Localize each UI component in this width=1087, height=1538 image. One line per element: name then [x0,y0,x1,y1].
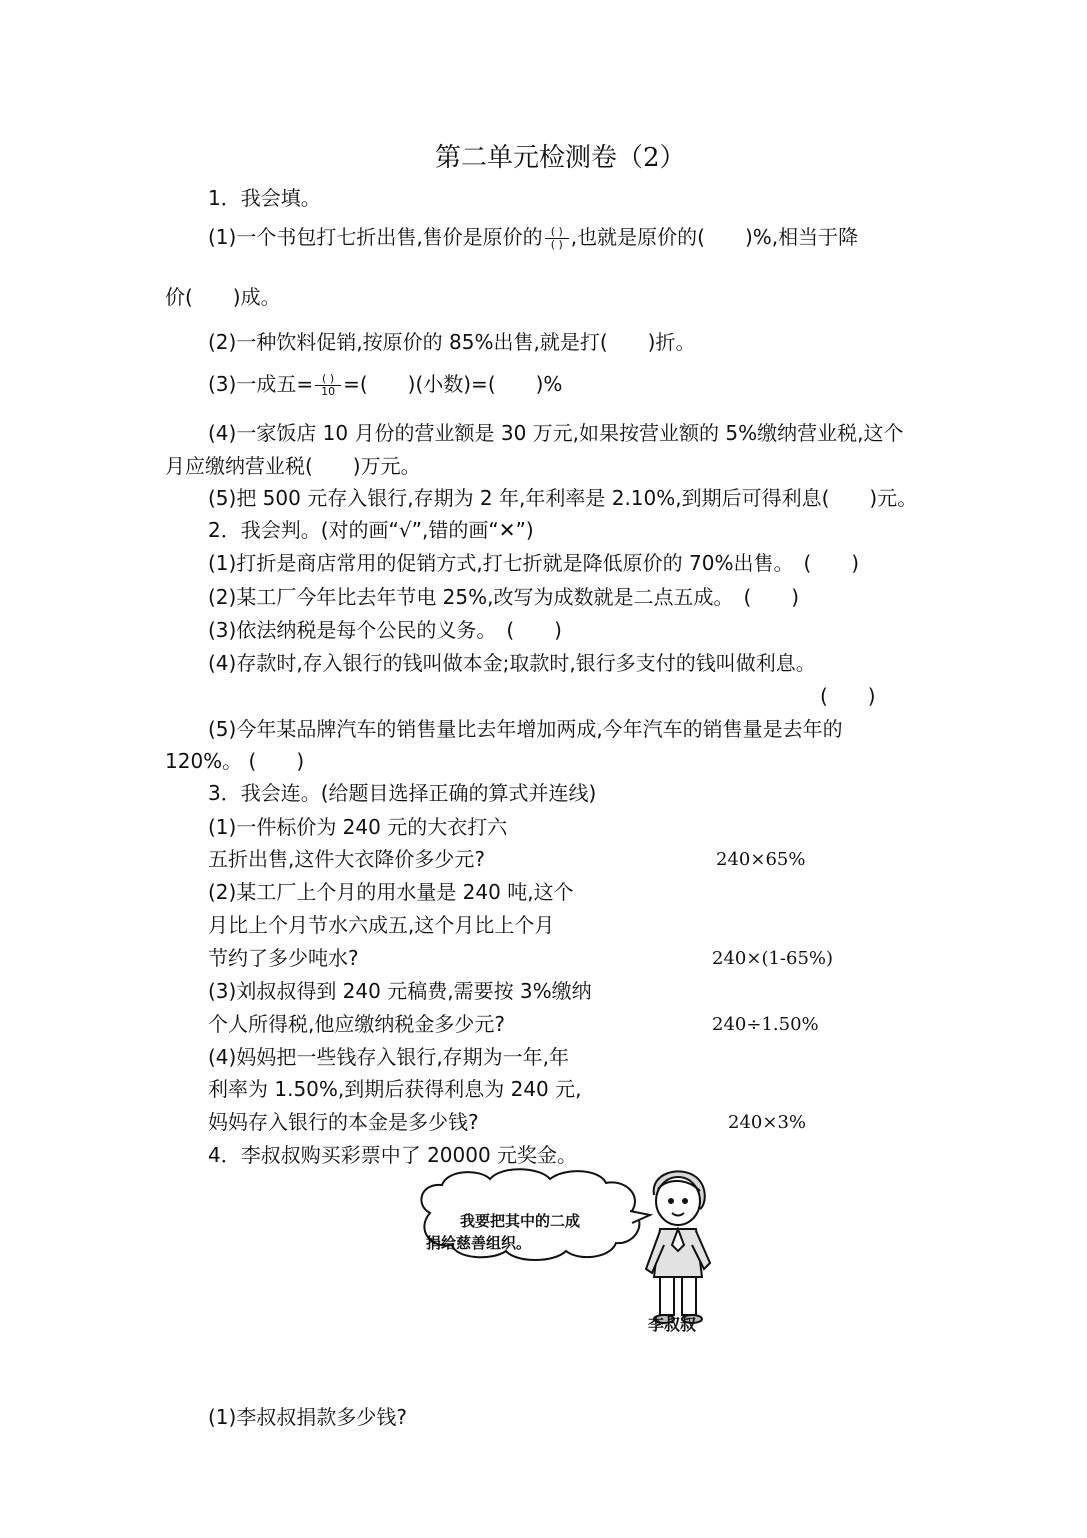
q4-heading: 4．李叔叔购买彩票中了 20000 元奖金。 [208,1143,578,1167]
q1-item-5: (5)把 500 元存入银行,存期为 2 年,年利率是 2.10%,到期后可得利息( )元。 [208,486,918,510]
q3-expression-1: 240×65% [716,849,806,870]
q3-problem-1-line-1: (1)一件标价为 240 元的大衣打六 [208,815,508,839]
q4-item-1: (1)李叔叔捐款多少钱? [208,1405,407,1429]
q1-item-1-fraction [545,226,569,251]
q2-item-2: (2)某工厂今年比去年节电 25%,改写为成数就是二点五成。 ( ) [208,585,800,609]
q3-expression-2: 240×(1-65%) [712,948,834,969]
q1-item-1 [208,225,858,251]
q1-item-1-text-a: (1)一个书包打七折出售,售价是原价的 [208,225,543,249]
q1-item-4-cont: 月应缴纳营业税( )万元。 [165,454,421,478]
q3-problem-2-line-1: (2)某工厂上个月的用水量是 240 吨,这个 [208,880,574,904]
boy-figure [646,1171,710,1323]
fraction-numerator: ( ) [545,226,569,239]
q3-problem-4-line-2: 利率为 1.50%,到期后获得利息为 240 元, [208,1077,582,1101]
q2-item-1: (1)打折是商店常用的促销方式,打七折就是降低原价的 70%出售。 ( ) [208,551,860,575]
page-title: 第二单元检测卷（2） [435,143,686,173]
q1-item-1-cont: 价( )成。 [165,285,281,309]
q3-problem-1-line-2: 五折出售,这件大衣降价多少元? [208,847,485,871]
q2-item-3: (3)依法纳税是每个公民的义务。 ( ) [208,618,562,642]
speech-bubble-line-1: 我要把其中的二成 [460,1212,581,1230]
q1-heading: 1．我会填。 [208,186,321,210]
q2-heading: 2．我会判。(对的画“√”,错的画“✕”) [208,518,534,542]
q1-item-3 [208,372,562,398]
speech-bubble-line-2: 捐给慈善组织。 [426,1234,532,1252]
q2-item-5: (5)今年某品牌汽车的销售量比去年增加两成,今年汽车的销售量是去年的 [208,717,843,741]
q2-item-5-cont: 120%。 ( ) [165,749,305,773]
q2-item-4: (4)存款时,存入银行的钱叫做本金;取款时,银行多支付的钱叫做利息。 [208,651,816,675]
q1-item-2: (2)一种饮料促销,按原价的 85%出售,就是打( )折。 [208,330,696,354]
q1-item-3-text-b: =( )(小数)=( )% [343,372,563,396]
q1-item-3-text-a: (3)一成五= [208,372,314,396]
q3-problem-3-line-2: 个人所得税,他应缴纳税金多少元? [208,1012,505,1036]
q1-item-3-fraction [315,373,341,398]
q1-item-4: (4)一家饭店 10 月份的营业额是 30 万元,如果按营业额的 5%缴纳营业税,这个 [208,421,904,445]
q3-problem-4-line-3: 妈妈存入银行的本金是多少钱? [208,1110,479,1134]
q1-item-1-text-b: ,也就是原价的( )%,相当于降 [570,225,859,249]
q3-heading: 3．我会连。(给题目选择正确的算式并连线) [208,781,597,805]
fraction-denominator: ( ) [550,238,563,251]
q3-expression-4: 240×3% [728,1112,806,1133]
q3-problem-4-line-1: (4)妈妈把一些钱存入银行,存期为一年,年 [208,1045,570,1069]
fraction-denominator: 10 [321,385,336,398]
q2-item-4-bracket: ( ) [820,684,876,708]
figure-caption: 李叔叔 [648,1315,697,1334]
q3-expression-3: 240÷1.50% [712,1014,819,1035]
fraction-numerator: ( ) [315,373,341,386]
q3-problem-2-line-3: 节约了多少吨水? [208,946,359,970]
q3-problem-3-line-1: (3)刘叔叔得到 240 元稿费,需要按 3%缴纳 [208,979,592,1003]
q3-problem-2-line-2: 月比上个月节水六成五,这个月比上个月 [208,913,555,937]
uncle-li-illustration [410,1165,740,1345]
